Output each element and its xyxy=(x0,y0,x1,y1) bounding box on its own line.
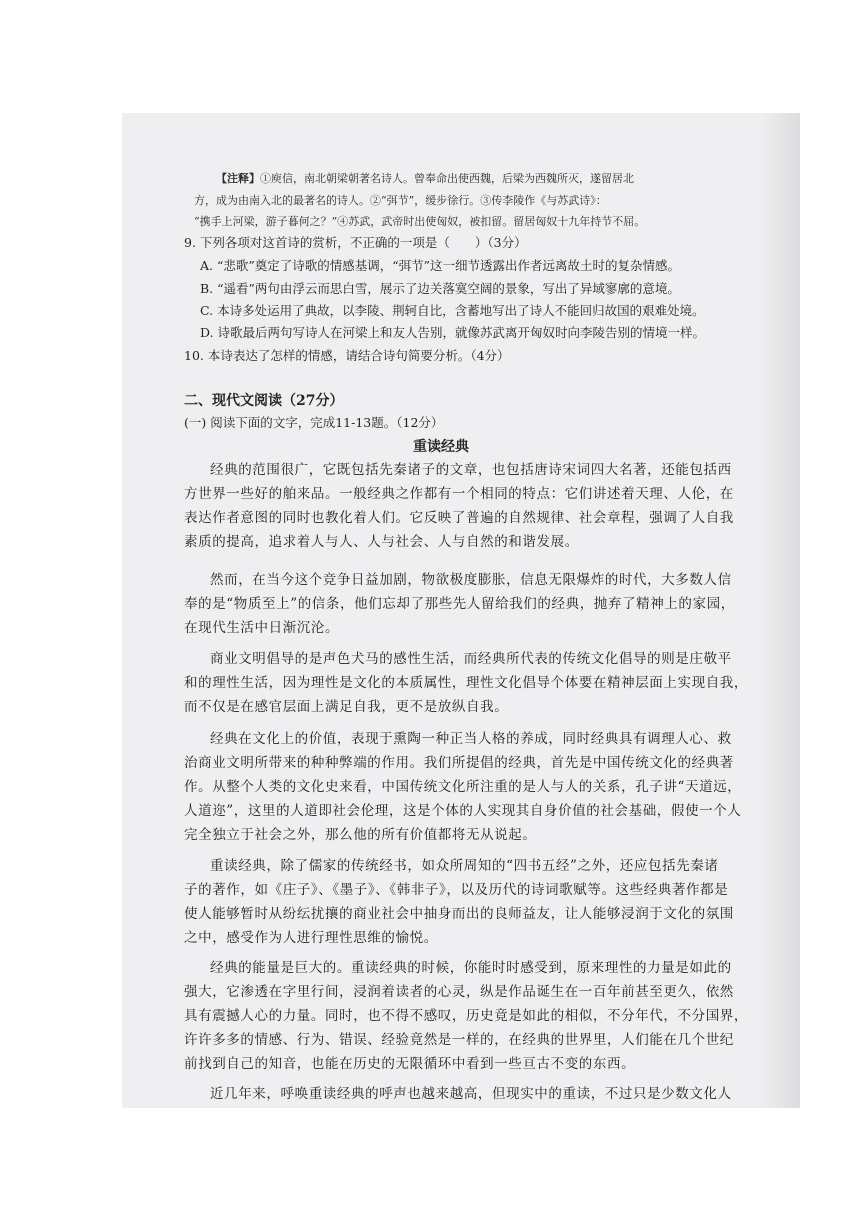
article-line: 商业文明倡导的是声色犬马的感性生活，而经典所代表的传统文化倡导的则是庄敬平 xyxy=(210,651,732,667)
article-line: 然而，在当今这个竞争日益加剧，物欲极度膨胀，信息无限爆炸的时代，大多数人信 xyxy=(210,572,732,588)
exam-paper-photo xyxy=(122,113,800,1108)
article-line: 在现代生活中日渐沉沦。 xyxy=(184,620,340,636)
question-10: 10. 本诗表达了怎样的情感，请结合诗句简要分析。（4分） xyxy=(184,348,510,363)
article-line: 人道迩”，这里的人道即社会伦理，这是个体的人实现其自身价值的社会基础，假使一个人 xyxy=(184,803,742,819)
article-line: 许许多多的情感、行为、错误、经验竟然是一样的，在经典的世界里，人们能在几个世纪 xyxy=(184,1032,734,1048)
question-9-option-d: D. 诗歌最后两句写诗人在河梁上和友人告别，就像苏武离开匈奴时向李陵告别的情境一样。 xyxy=(200,325,706,340)
question-9-option-b: B. “遥看”两句由浮云而思白雪，展示了边关落寞空阔的景象，写出了异域寥廓的意境。 xyxy=(200,281,680,296)
article-line: 子的著作，如《庄子》、《墨子》、《韩非子》，以及历代的诗词歌赋等。这些经典著作都是 xyxy=(184,882,729,898)
article-line: 和的理性生活，因为理性是文化的本质属性，理性文化倡导个体要在精神层面上实现自我， xyxy=(184,675,748,691)
question-9-option-a: A. “悲歌”奠定了诗歌的情感基调，“弭节”这一细节透露出作者远离故土时的复杂情感。 xyxy=(200,258,681,273)
article-line: 重读经典，除了儒家的传统经书，如众所周知的“四书五经”之外，还应包括先秦诸 xyxy=(210,858,719,874)
notes-label: 【注释】 xyxy=(216,172,260,185)
article-line: 奉的是“物质至上”的信条，他们忘却了那些先人留给我们的经典，抛弃了精神上的家园， xyxy=(184,596,735,612)
article-title: 重读经典 xyxy=(413,439,469,455)
article-line: 治商业文明所带来的种种弊端的作用。我们所提倡的经典，首先是中国传统文化的经典著 xyxy=(184,755,734,771)
article-line: 之中，感受作为人进行理性思维的愉悦。 xyxy=(184,930,438,946)
article-line: 强大，它渗透在字里行间，浸润着读者的心灵，纵是作品诞生在一百年前甚至更久，依然 xyxy=(184,984,734,1000)
article-line: 完全独立于社会之外，那么他的所有价值都将无从说起。 xyxy=(184,827,537,843)
section-title: 二、现代文阅读（27分） xyxy=(184,393,344,409)
article-line: 使人能够暂时从纷纭扰攘的商业社会中抽身而出的良师益友，让人能够浸润于文化的氛围 xyxy=(184,906,734,922)
paper-edge-shadow xyxy=(760,113,800,1108)
article-line: 而不仅是在感官层面上满足自我，更不是放纵自我。 xyxy=(184,699,509,715)
question-9-option-c: C. 本诗多处运用了典故，以李陵、荆轲自比，含蓄地写出了诗人不能回归故国的艰难处境。 xyxy=(200,303,705,318)
notes-line-3: “携手上河梁，游子暮何之？”④苏武，武帝时出使匈奴，被扣留。留居匈奴十九年持节不屈。 xyxy=(194,215,646,228)
notes-line-1: 【注释】①庾信，南北朝梁朝著名诗人。曾奉命出使西魏，后梁为西魏所灭，遂留居北 xyxy=(216,172,634,185)
question-9-stem: 9. 下列各项对这首诗的赏析，不正确的一项是（ ）（3分） xyxy=(184,235,527,250)
article-line: 经典的能量是巨大的。重读经典的时候，你能时时感受到，原来理性的力量是如此的 xyxy=(210,960,732,976)
article-line: 方世界一些好的舶来品。一般经典之作都有一个相同的特点：它们讲述着天理、人伦，在 xyxy=(184,486,734,502)
article-line: 近几年来，呼唤重读经典的呼声也越来越高，但现实中的重读，不过只是少数文化人 xyxy=(210,1086,732,1102)
notes-line-2: 方，成为由南入北的最著名的诗人。②“弭节”，缓步徐行。③传李陵作《与苏武诗》： xyxy=(194,194,607,207)
article-line: 经典的范围很广，它既包括先秦诸子的文章，也包括唐诗宋词四大名著，还能包括西 xyxy=(210,462,732,478)
article-line: 经典在文化上的价值，表现于熏陶一种正当人格的养成，同时经典具有调理人心、救 xyxy=(210,731,732,747)
article-line: 具有震撼人心的力量。同时，也不得不感叹，历史竟是如此的相似，不分年代，不分国界， xyxy=(184,1008,748,1024)
article-line: 素质的提高，追求着人与人、人与社会、人与自然的和谐发展。 xyxy=(184,534,579,550)
article-line: 作。从整个人类的文化史来看，中国传统文化所注重的是人与人的关系，孔子讲“天道远， xyxy=(184,779,742,795)
article-line: 表达作者意图的同时也教化着人们。它反映了普遍的自然规律、社会章程，强调了人自我 xyxy=(184,510,734,526)
article-line: 前找到自己的知音，也能在历史的无限循环中看到一些亘古不变的东西。 xyxy=(184,1056,636,1072)
section-subtitle: (一) 阅读下面的文字，完成11-13题。（12分） xyxy=(184,415,444,430)
